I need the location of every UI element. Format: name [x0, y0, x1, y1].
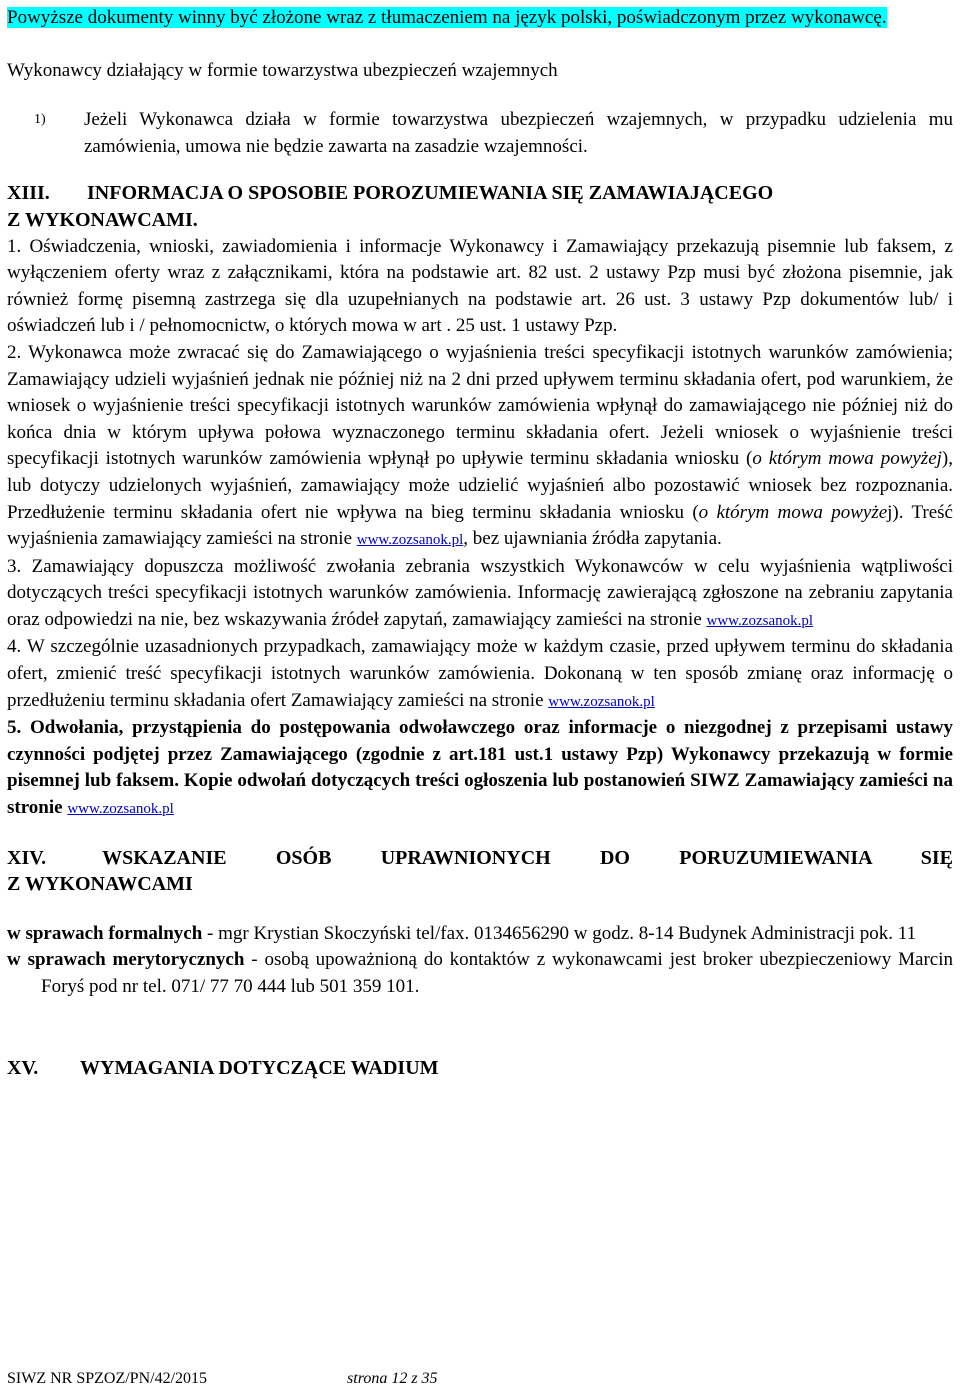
section-13-paragraph-5 — [7, 715, 953, 822]
mutual-heading: Wykonawcy działający w formie towarzystwa ubezpieczeń wzajemnych — [7, 59, 558, 81]
formal-contact-text: - mgr Krystian Skoczyński tel/fax. 0134656290 w godz. 8-14 Budynek Administracji pok. 11 — [202, 922, 917, 944]
section-13-paragraph-4 — [7, 634, 953, 715]
section-14-title-line2: Z WYKONAWCAMI — [7, 873, 193, 896]
merit-contact-text: - osobą upoważnioną do kontaktów z wykonawcami jest broker ubezpieczeniowy Marcin Foryś pod nr tel. 071/ 77 70 444 lub 501 359 101. — [41, 949, 953, 997]
section-15-title: WYMAGANIA DOTYCZĄCE WADIUM — [80, 1056, 439, 1079]
mutual-item-text: Jeżeli Wykonawca działa w formie towarzystwa ubezpieczeń wzajemnych, w przypadku udzielenia mu zamówienia, umowa nie będzie zawarta na zasadzie wzajemności. — [84, 109, 953, 157]
p2-website-link[interactable]: www.zozsanok.pl — [356, 532, 464, 549]
footer-page-number: strona 12 z 35 — [347, 1370, 438, 1387]
p4-text: 4. W szczególnie uzasadnionych przypadkach, zamawiający może w każdym czasie, przed upływem terminu do składania ofert, zmienić treść specyfikacji istotnych warunków zamówienia. Dokonaną w ten sposób zmianę oraz informację o przedłużeniu terminu składania ofert Zamawiający zamieści na stronie — [7, 636, 953, 711]
section-13-paragraph-1: 1. Oświadczenia, wnioski, zawiadomienia i informacje Wykonawcy i Zamawiający przekazują pisemnie lub faksem, z wyłączeniem oferty wraz z załącznikami, która na podstawie art. 82 ust. 2 ustawy Pzp musi być złożona pisemnie, jak również formę pisemną zastrzega się dla uzupełnianych na podstawie art. 26 ust. 3 ustawy Pzp dokumentów lub/ i oświadczeń lub i / pełnomocnictw, o których mowa w art . 25 ust. 1 ustawy Pzp. — [7, 235, 953, 337]
page-footer — [7, 1369, 438, 1389]
p2-text-b: ), lub dotyczy udzielonych wyjaśnień, zamawiający może udzielić wyjaśnień albo pozostawić wniosek bez rozpoznania. Przedłużenie terminu składania ofert nie wpływa na bieg terminu składania wniosku ( — [7, 448, 953, 523]
p5-text: 5. Odwołania, przystąpienia do postępowania odwoławczego oraz informacje o niezgodnej z przepisami ustawy czynności podjętej przez Zamawiającego (zgodnie z art.181 ust.1 ustawy Pzp) Wykonawcy przekazują w formie pisemnej lub faksem. Kopie odwołań dotyczących treści ogłoszenia lub postanowień SIWZ Zamawiający zamieści na stronie — [7, 717, 953, 819]
p5-website-link[interactable]: www.zozsanok.pl — [67, 801, 174, 818]
footer-doc-id: SIWZ NR SPZOZ/PN/42/2015 — [7, 1370, 208, 1387]
section-15-heading — [7, 1055, 953, 1082]
section-13-paragraph-3 — [7, 554, 953, 635]
section-14-title-line1: WSKAZANIE OSÓB UPRAWNIONYCH DO PORUZUMIEWANIA SIĘ — [102, 846, 953, 869]
p2-text-a: 2. Wykonawca może zwracać się do Zamawiającego o wyjaśnienia treści specyfikacji istotnych warunków zamówienia; Zamawiający udzieli wyjaśnień jednak nie później niż na 2 dni przed upływem terminu składania ofert, pod warunkiem, że wniosek o wyjaśnienie treści specyfikacji istotnych warunków zamówienia wpłynął do zamawiającego nie później niż do końca dnia w którym upływa połowa wyznaczonego terminu składania ofert. Jeżeli wniosek o wyjaśnienie treści specyfikacji istotnych warunków zamówienia wpłynął po upływie terminu składania wniosku ( — [7, 341, 953, 470]
section-13-title-line2: Z WYKONAWCAMI. — [7, 208, 198, 231]
formal-contact — [7, 921, 953, 948]
section-14-heading — [7, 845, 953, 898]
section-14-number: XIV. — [7, 846, 47, 869]
highlighted-intro-text: Powyższe dokumenty winny być złożone wraz z tłumaczeniem na język polski, poświadczonym przez wykonawcę. — [7, 7, 887, 28]
merit-contact-label: w sprawach merytorycznych — [7, 949, 245, 971]
section-13-number: XIII. — [7, 182, 50, 205]
formal-contact-label: w sprawach formalnych — [7, 922, 203, 944]
p3-website-link[interactable]: www.zozsanok.pl — [706, 612, 814, 629]
document-page — [7, 5, 953, 1081]
merit-contact — [7, 947, 953, 1000]
section-13-heading — [7, 180, 953, 233]
mutual-item-number: 1) — [34, 112, 46, 128]
p2-italic-2: o którym mowa powyże — [698, 501, 888, 523]
p2-text-d: , bez ujawniania źródła zapytania. — [463, 528, 722, 550]
p2-italic-1: o którym mowa powyżej — [752, 448, 942, 470]
section-13-paragraph-2 — [7, 340, 953, 554]
section-15-number: XV. — [7, 1056, 39, 1079]
intro-paragraph — [7, 5, 953, 32]
mutual-item — [7, 107, 953, 160]
p4-website-link[interactable]: www.zozsanok.pl — [548, 693, 655, 710]
section-13-title-line1: INFORMACJA O SPOSOBIE POROZUMIEWANIA SIĘ ZAMAWIAJĄCEGO — [87, 182, 774, 205]
p3-text: 3. Zamawiający dopuszcza możliwość zwołania zebrania wszystkich Wykonawców w celu wyjaśnienia wątpliwości dotyczących treści specyfikacji istotnych warunków zamówienia. Informację zawierającą zgłoszone na zebraniu zapytania oraz odpowiedzi na nie, bez wskazywania źródeł zapytań, zamawiający zamieści na stronie — [7, 555, 953, 630]
p2-text-c: j). Treść wyjaśnienia zamawiający zamieści na stronie — [7, 501, 953, 550]
